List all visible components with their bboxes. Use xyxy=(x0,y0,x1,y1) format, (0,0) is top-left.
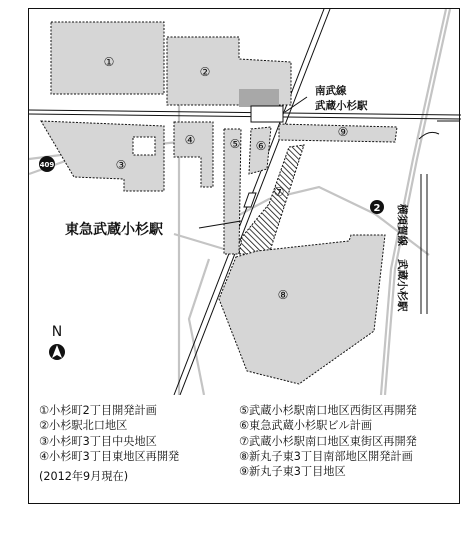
nambu-station-building xyxy=(251,106,283,122)
legend-item: ②小杉駅北口地区 xyxy=(39,419,128,433)
north-arrow xyxy=(49,324,65,360)
route-409-number: 409 xyxy=(39,161,55,169)
area-marker-7: ⑦ xyxy=(273,185,285,199)
yokosuka-line-label: 横須賀線 xyxy=(396,204,408,246)
legend-item: ①小杉町2丁目開発計画 xyxy=(39,404,157,417)
legend-item: ⑨新丸子東3丁目地区 xyxy=(239,465,346,479)
area-marker-3: ③ xyxy=(115,158,127,172)
yokosuka-station-label: 武蔵小杉駅 xyxy=(396,259,408,312)
legend-column-right xyxy=(239,403,417,479)
area-marker-6: ⑥ xyxy=(255,139,267,153)
legend-column-left xyxy=(39,403,179,484)
legend-item: ④小杉町3丁目東地区再開発 xyxy=(39,449,180,463)
area-marker-8: ⑧ xyxy=(277,288,289,302)
legend-item: ⑤武蔵小杉駅南口地区西街区再開発 xyxy=(239,404,417,417)
redevelopment-map xyxy=(29,9,461,395)
legend-item: ⑦武蔵小杉駅南口地区東街区再開発 xyxy=(239,434,417,448)
as-of-note: (2012年9月現在) xyxy=(39,470,129,484)
areas xyxy=(41,22,397,384)
area-marker-9: ⑨ xyxy=(337,125,349,139)
area-marker-5: ⑤ xyxy=(229,137,241,151)
nambu-station-label: 武蔵小杉駅 xyxy=(315,100,368,112)
route-2-number: 2 xyxy=(373,203,381,214)
route-409-shield xyxy=(39,156,55,172)
legend xyxy=(39,403,454,501)
route-2-shield xyxy=(370,200,384,214)
legend-item: ⑧新丸子東3丁目南部地区開発計画 xyxy=(239,449,413,463)
map-figure xyxy=(28,8,460,504)
area-marker-2: ② xyxy=(199,65,211,79)
area-marker-1: ① xyxy=(103,55,115,69)
area-2-station-block xyxy=(239,89,279,107)
nambu-line-label: 南武線 xyxy=(315,85,347,97)
road xyxy=(174,234,224,249)
legend-item: ⑥東急武蔵小杉駅ビル計画 xyxy=(239,419,373,433)
road xyxy=(385,9,450,395)
area-3-interior xyxy=(133,137,155,155)
area-marker-4: ④ xyxy=(184,133,196,147)
area-8 xyxy=(219,235,385,384)
tokyu-station-label: 東急武蔵小杉駅 xyxy=(65,222,163,238)
legend-item: ③小杉町3丁目中央地区 xyxy=(39,434,157,448)
north-label: N xyxy=(51,324,63,340)
